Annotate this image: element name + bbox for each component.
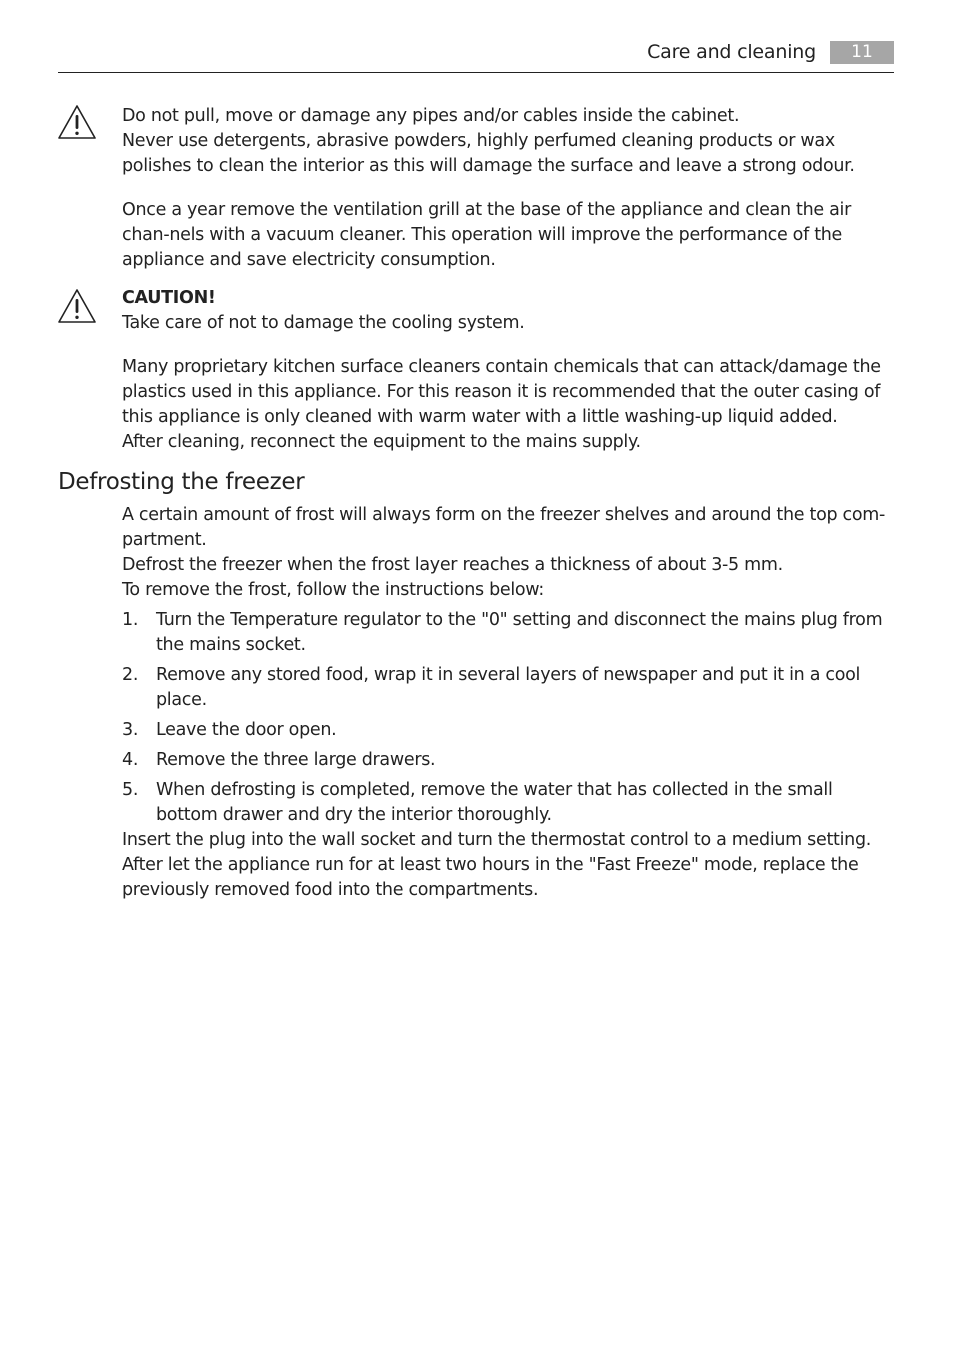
step-text: Remove any stored food, wrap it in several layers of newspaper and put it in a cool place. — [156, 665, 861, 710]
ventilation-paragraph: Once a year remove the ventilation grill at the base of the appliance and clean the air chan-nels with a vacuum cleaner. This operation will improve the performance of the appliance and save electricity consumption. — [122, 200, 851, 270]
header-section-title: Care and cleaning — [647, 41, 816, 63]
defrost-intro-line: A certain amount of frost will always form on the freezer shelves and around the top com-partment. — [122, 505, 886, 550]
warning-pipes-block — [122, 104, 897, 179]
step-text: Turn the Temperature regulator to the "0" setting and disconnect the mains plug from the mains socket. — [156, 610, 883, 655]
ventilation-paragraph-block — [122, 198, 897, 273]
after-cleaning-text: After cleaning, reconnect the equipment to the mains supply. — [122, 432, 641, 452]
list-item — [122, 778, 897, 828]
defrost-outro-line: After let the appliance run for at least two hours in the "Fast Freeze" mode, replace the previously removed food into the compartments. — [122, 855, 859, 900]
list-item — [122, 608, 897, 658]
warning-line: Never use detergents, abrasive powders, highly perfumed cleaning products or wax polishes to clean the interior as this will damage the surface and leave a strong odour. — [122, 131, 855, 176]
page-header — [58, 38, 894, 73]
defrost-outro-line: Insert the plug into the wall socket and turn the thermostat control to a medium setting. — [122, 830, 872, 850]
section-title-defrosting: Defrosting the freezer — [58, 469, 305, 495]
step-number: 2. — [122, 665, 139, 685]
cleaners-paragraph: Many proprietary kitchen surface cleaners contain chemicals that can attack/damage the plastics used in this appliance. For this reason it is recommended that the outer casing of this appliance is only cleaned with warm water with a little washing-up liquid added. — [122, 357, 881, 427]
defrost-intro-line: Defrost the freezer when the frost layer reaches a thickness of about 3-5 mm. — [122, 555, 783, 575]
defrost-intro-line: To remove the frost, follow the instructions below: — [122, 580, 544, 600]
defrost-steps-list — [122, 608, 897, 828]
page-number: 11 — [830, 41, 894, 64]
caution-title: CAUTION! — [122, 288, 216, 308]
warning-triangle-icon — [57, 288, 97, 324]
caution-block — [122, 286, 897, 336]
warning-line: Do not pull, move or damage any pipes and/or cables inside the cabinet. — [122, 106, 740, 126]
step-number: 1. — [122, 610, 139, 630]
step-number: 3. — [122, 720, 139, 740]
step-number: 4. — [122, 750, 139, 770]
step-text: Remove the three large drawers. — [156, 750, 436, 770]
defrost-block — [122, 503, 897, 903]
list-item — [122, 748, 897, 773]
step-text: When defrosting is completed, remove the water that has collected in the small bottom drawer and dry the interior thoroughly. — [156, 780, 833, 825]
step-number: 5. — [122, 780, 139, 800]
cleaners-paragraph-block — [122, 355, 897, 455]
warning-triangle-icon — [57, 104, 97, 140]
list-item — [122, 663, 897, 713]
list-item — [122, 718, 897, 743]
step-text: Leave the door open. — [156, 720, 337, 740]
caution-text: Take care of not to damage the cooling system. — [122, 313, 525, 333]
